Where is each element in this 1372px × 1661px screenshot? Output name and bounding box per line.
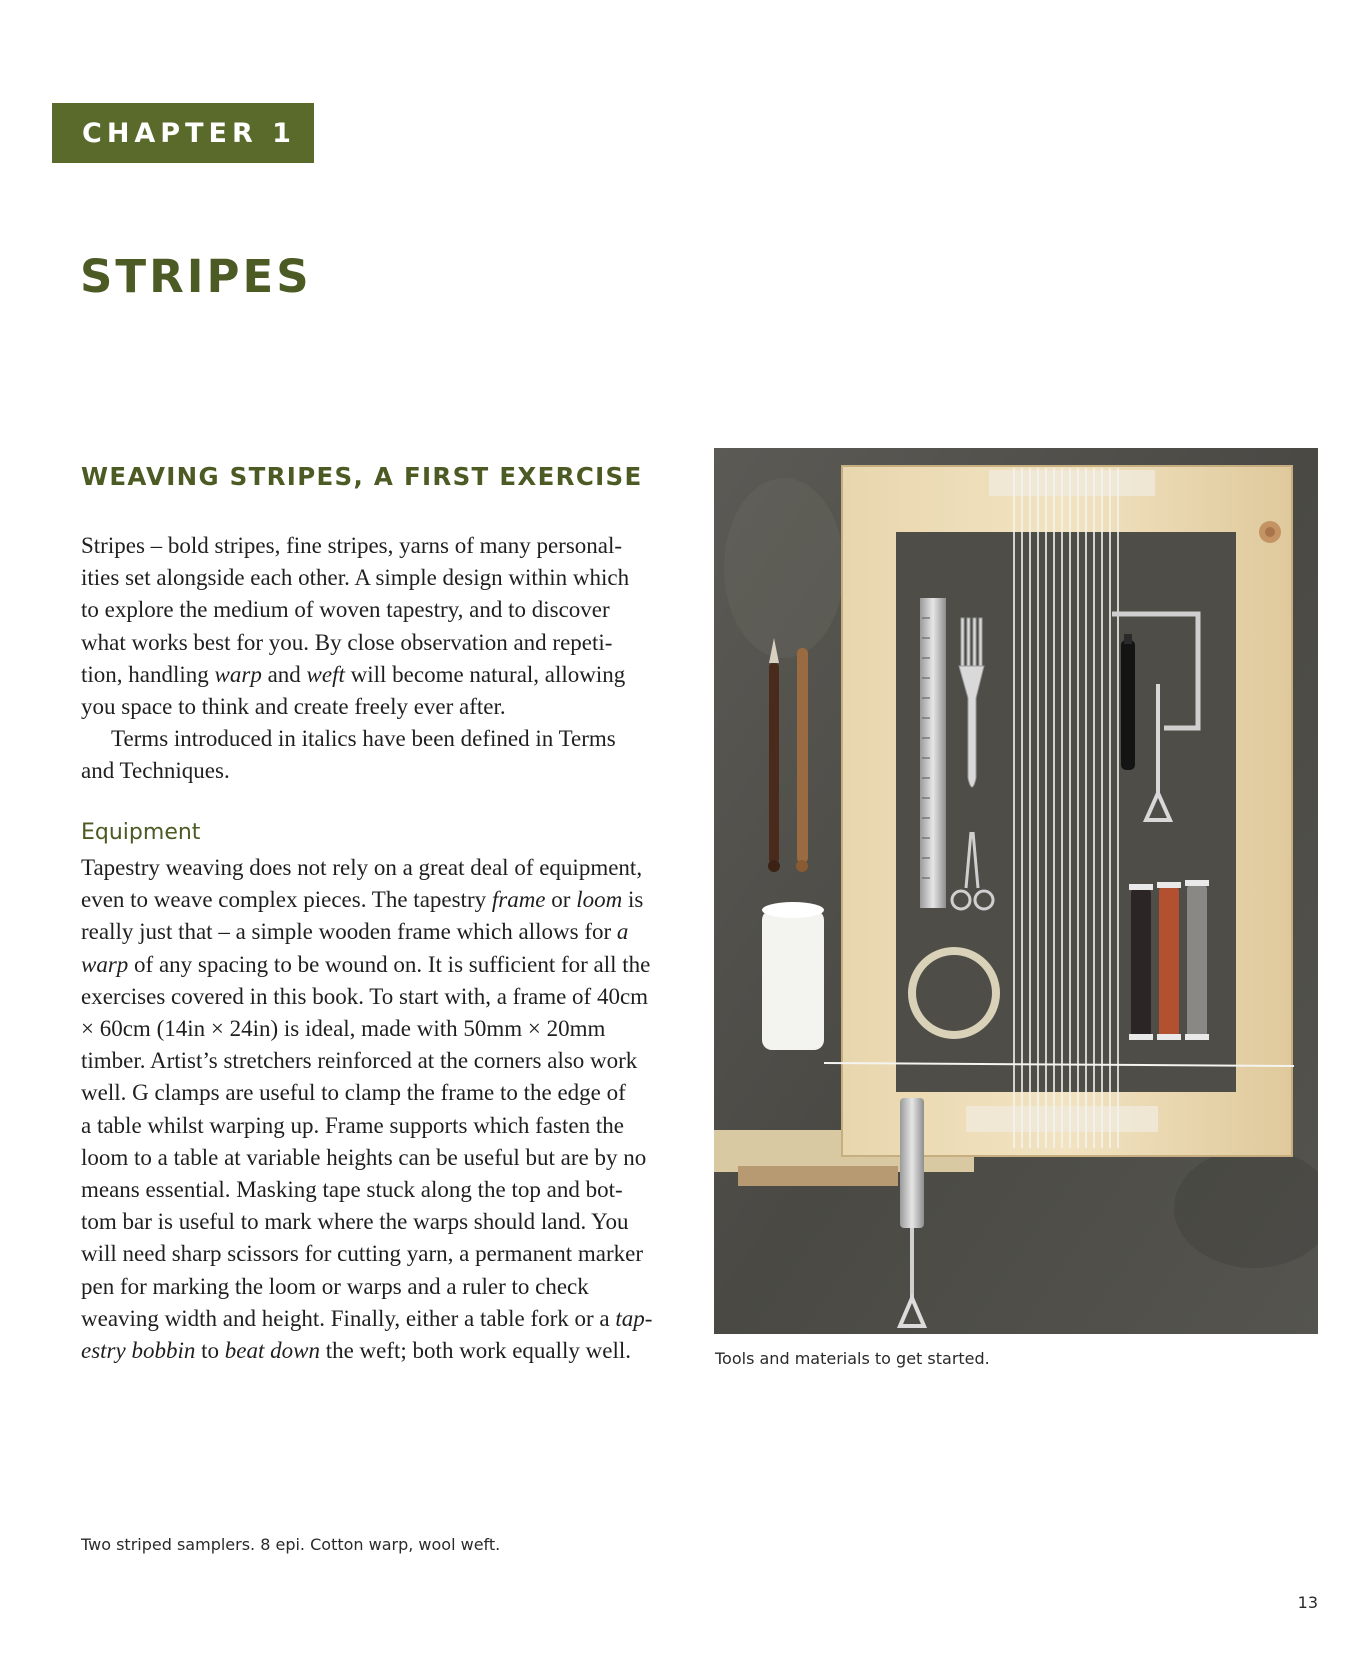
equipment-heading: Equipment [81,820,201,845]
section-heading: WEAVING STRIPES, A FIRST EXERCISE [81,462,643,491]
page-title: STRIPES [80,250,312,303]
bottom-caption: Two striped samplers. 8 epi. Cotton warp, wool weft. [81,1535,501,1554]
terms-note-paragraph: Terms introduced in italics have been defined in Terms and Techniques. [81,726,616,784]
intro-paragraph: Stripes – bold stripes, fine stripes, yarns of many personal- ities set alongside each other. A simple design within which to explore the medium of woven tapestry, and to discover what works best for you. By close observation and repeti- tion, handling warp and weft will become natural, allowing you space to think and create freely ever after. [81,533,630,720]
intro-text [81,530,686,788]
tools-photo [714,448,1318,1334]
figure-caption: Tools and materials to get started. [715,1349,990,1368]
equipment-paragraph: Tapestry weaving does not rely on a great deal of equipment, even to weave complex pieces. The tapestry frame or loom is really just that – a simple wooden frame which allows for a warp of any spacing to be wound on. It is sufficient for all the exercises covered in this book. To start with, a frame of 40cm × 60cm (14in × 24in) is ideal, made with 50mm × 20mm timber. Artist’s stretchers reinforced at the corners also work well. G clamps are useful to clamp the frame to the edge of a table whilst warping up. Frame supports which fasten the loom to a table at variable heights can be useful but are by no means essential. Masking tape stuck along the top and bot- tom bar is useful to mark where the warps should land. You will need sharp scissors for cutting yarn, a permanent marker pen for marking the loom or warps and a ruler to check weaving width and height. Finally, either a table fork or a tap- estry bobbin to beat down the weft; both work equally well. [81,855,653,1364]
chapter-label: CHAPTER 1 [82,117,296,149]
page-number: 13 [1297,1593,1318,1612]
equipment-text [81,852,686,1367]
chapter-badge [52,103,314,163]
